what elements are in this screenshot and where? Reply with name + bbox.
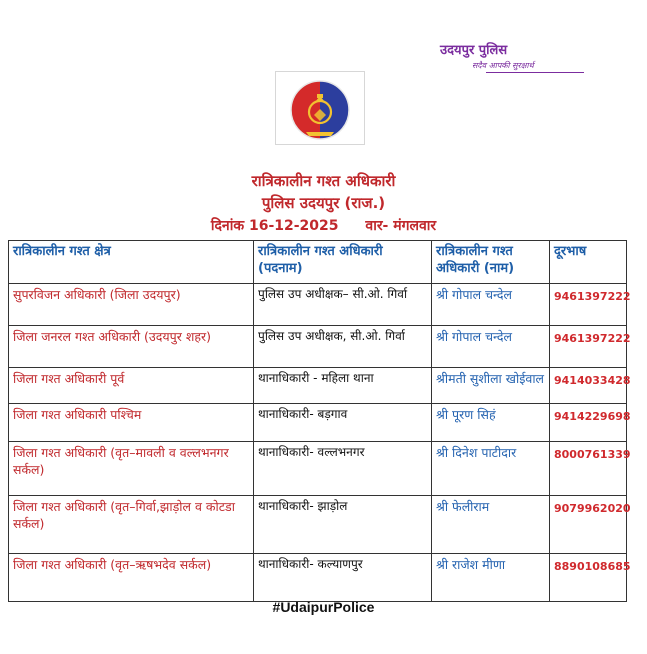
cell-name: श्रीमती सुशीला खोईवाल xyxy=(432,368,550,404)
cell-area: सुपरविजन अधिकारी (जिला उदयपुर) xyxy=(9,284,254,326)
date-label: दिनांक xyxy=(210,218,245,234)
hashtag: #UdaipurPolice xyxy=(272,599,375,615)
cell-designation: थानाधिकारी- झाड़ोल xyxy=(254,496,432,554)
day-value: मंगलवार xyxy=(393,218,437,234)
cell-area: जिला गश्त अधिकारी (वृत–ऋषभदेव सर्कल) xyxy=(9,554,254,602)
heading-subtitle: पुलिस उदयपुर (राज.) xyxy=(261,194,386,212)
rajasthan-police-emblem-icon xyxy=(276,72,364,144)
table-row xyxy=(9,368,627,404)
cell-phone: 9414229698 xyxy=(550,404,627,442)
cell-area: जिला गश्त अधिकारी पश्चिम xyxy=(9,404,254,442)
cell-phone: 9461397222 xyxy=(550,284,627,326)
cell-phone: 9079962020 xyxy=(550,496,627,554)
cell-designation: थानाधिकारी- वल्लभनगर xyxy=(254,442,432,496)
cell-designation: पुलिस उप अधीक्षक, सी.ओ. गिर्वा xyxy=(254,326,432,368)
cell-phone: 8000761339 xyxy=(550,442,627,496)
cell-phone: 9414033428 xyxy=(550,368,627,404)
cell-designation: थानाधिकारी- कल्याणपुर xyxy=(254,554,432,602)
cell-designation: थानाधिकारी - महिला थाना xyxy=(254,368,432,404)
tagline-title: उदयपुर पुलिस xyxy=(440,43,508,58)
cell-area: जिला जनरल गश्त अधिकारी (उदयपुर शहर) xyxy=(9,326,254,368)
table-row xyxy=(9,496,627,554)
table-row xyxy=(9,442,627,496)
patrol-roster-table xyxy=(8,240,631,602)
cell-area: जिला गश्त अधिकारी पूर्व xyxy=(9,368,254,404)
cell-area: जिला गश्त अधिकारी (वृत–गिर्वा,झाड़ोल व कोटडा सर्कल) xyxy=(9,496,254,554)
cell-name: श्री पूरण सिहं xyxy=(432,404,550,442)
cell-name: श्री गोपाल चन्देल xyxy=(432,326,550,368)
table-row xyxy=(9,326,627,368)
tagline xyxy=(432,40,602,71)
cell-name: श्री दिनेश पाटीदार xyxy=(432,442,550,496)
cell-phone: 8890108685 xyxy=(550,554,627,602)
table-row xyxy=(9,404,627,442)
day-label: वार- xyxy=(365,218,389,234)
cell-name: श्री फेलीराम xyxy=(432,496,550,554)
header-designation: रात्रिकालीन गश्त अधिकारी (पदनाम) xyxy=(254,241,432,284)
header-phone: दूरभाष xyxy=(550,241,627,284)
heading-date-line xyxy=(0,216,647,235)
cell-area: जिला गश्त अधिकारी (वृत–मावली व वल्लभनगर सर्कल) xyxy=(9,442,254,496)
police-logo xyxy=(275,71,365,145)
cell-designation: पुलिस उप अधीक्षक– सी.ओ. गिर्वा xyxy=(254,284,432,326)
cell-name: श्री राजेश मीणा xyxy=(432,554,550,602)
tagline-motto: सदैव आपकी सुरक्षार्थ xyxy=(472,60,602,71)
header-name: रात्रिकालीन गश्त अधिकारी (नाम) xyxy=(432,241,550,284)
header-area: रात्रिकालीन गश्त क्षेत्र xyxy=(9,241,254,284)
table-row xyxy=(9,554,627,602)
cell-designation: थानाधिकारी- बड़गाव xyxy=(254,404,432,442)
cell-phone: 9461397222 xyxy=(550,326,627,368)
cell-name: श्री गोपाल चन्देल xyxy=(432,284,550,326)
table-row xyxy=(9,284,627,326)
heading-title: रात्रिकालीन गश्त अधिकारी xyxy=(251,172,396,190)
table-header-row xyxy=(9,241,627,284)
date-value: 16-12-2025 xyxy=(248,218,339,234)
